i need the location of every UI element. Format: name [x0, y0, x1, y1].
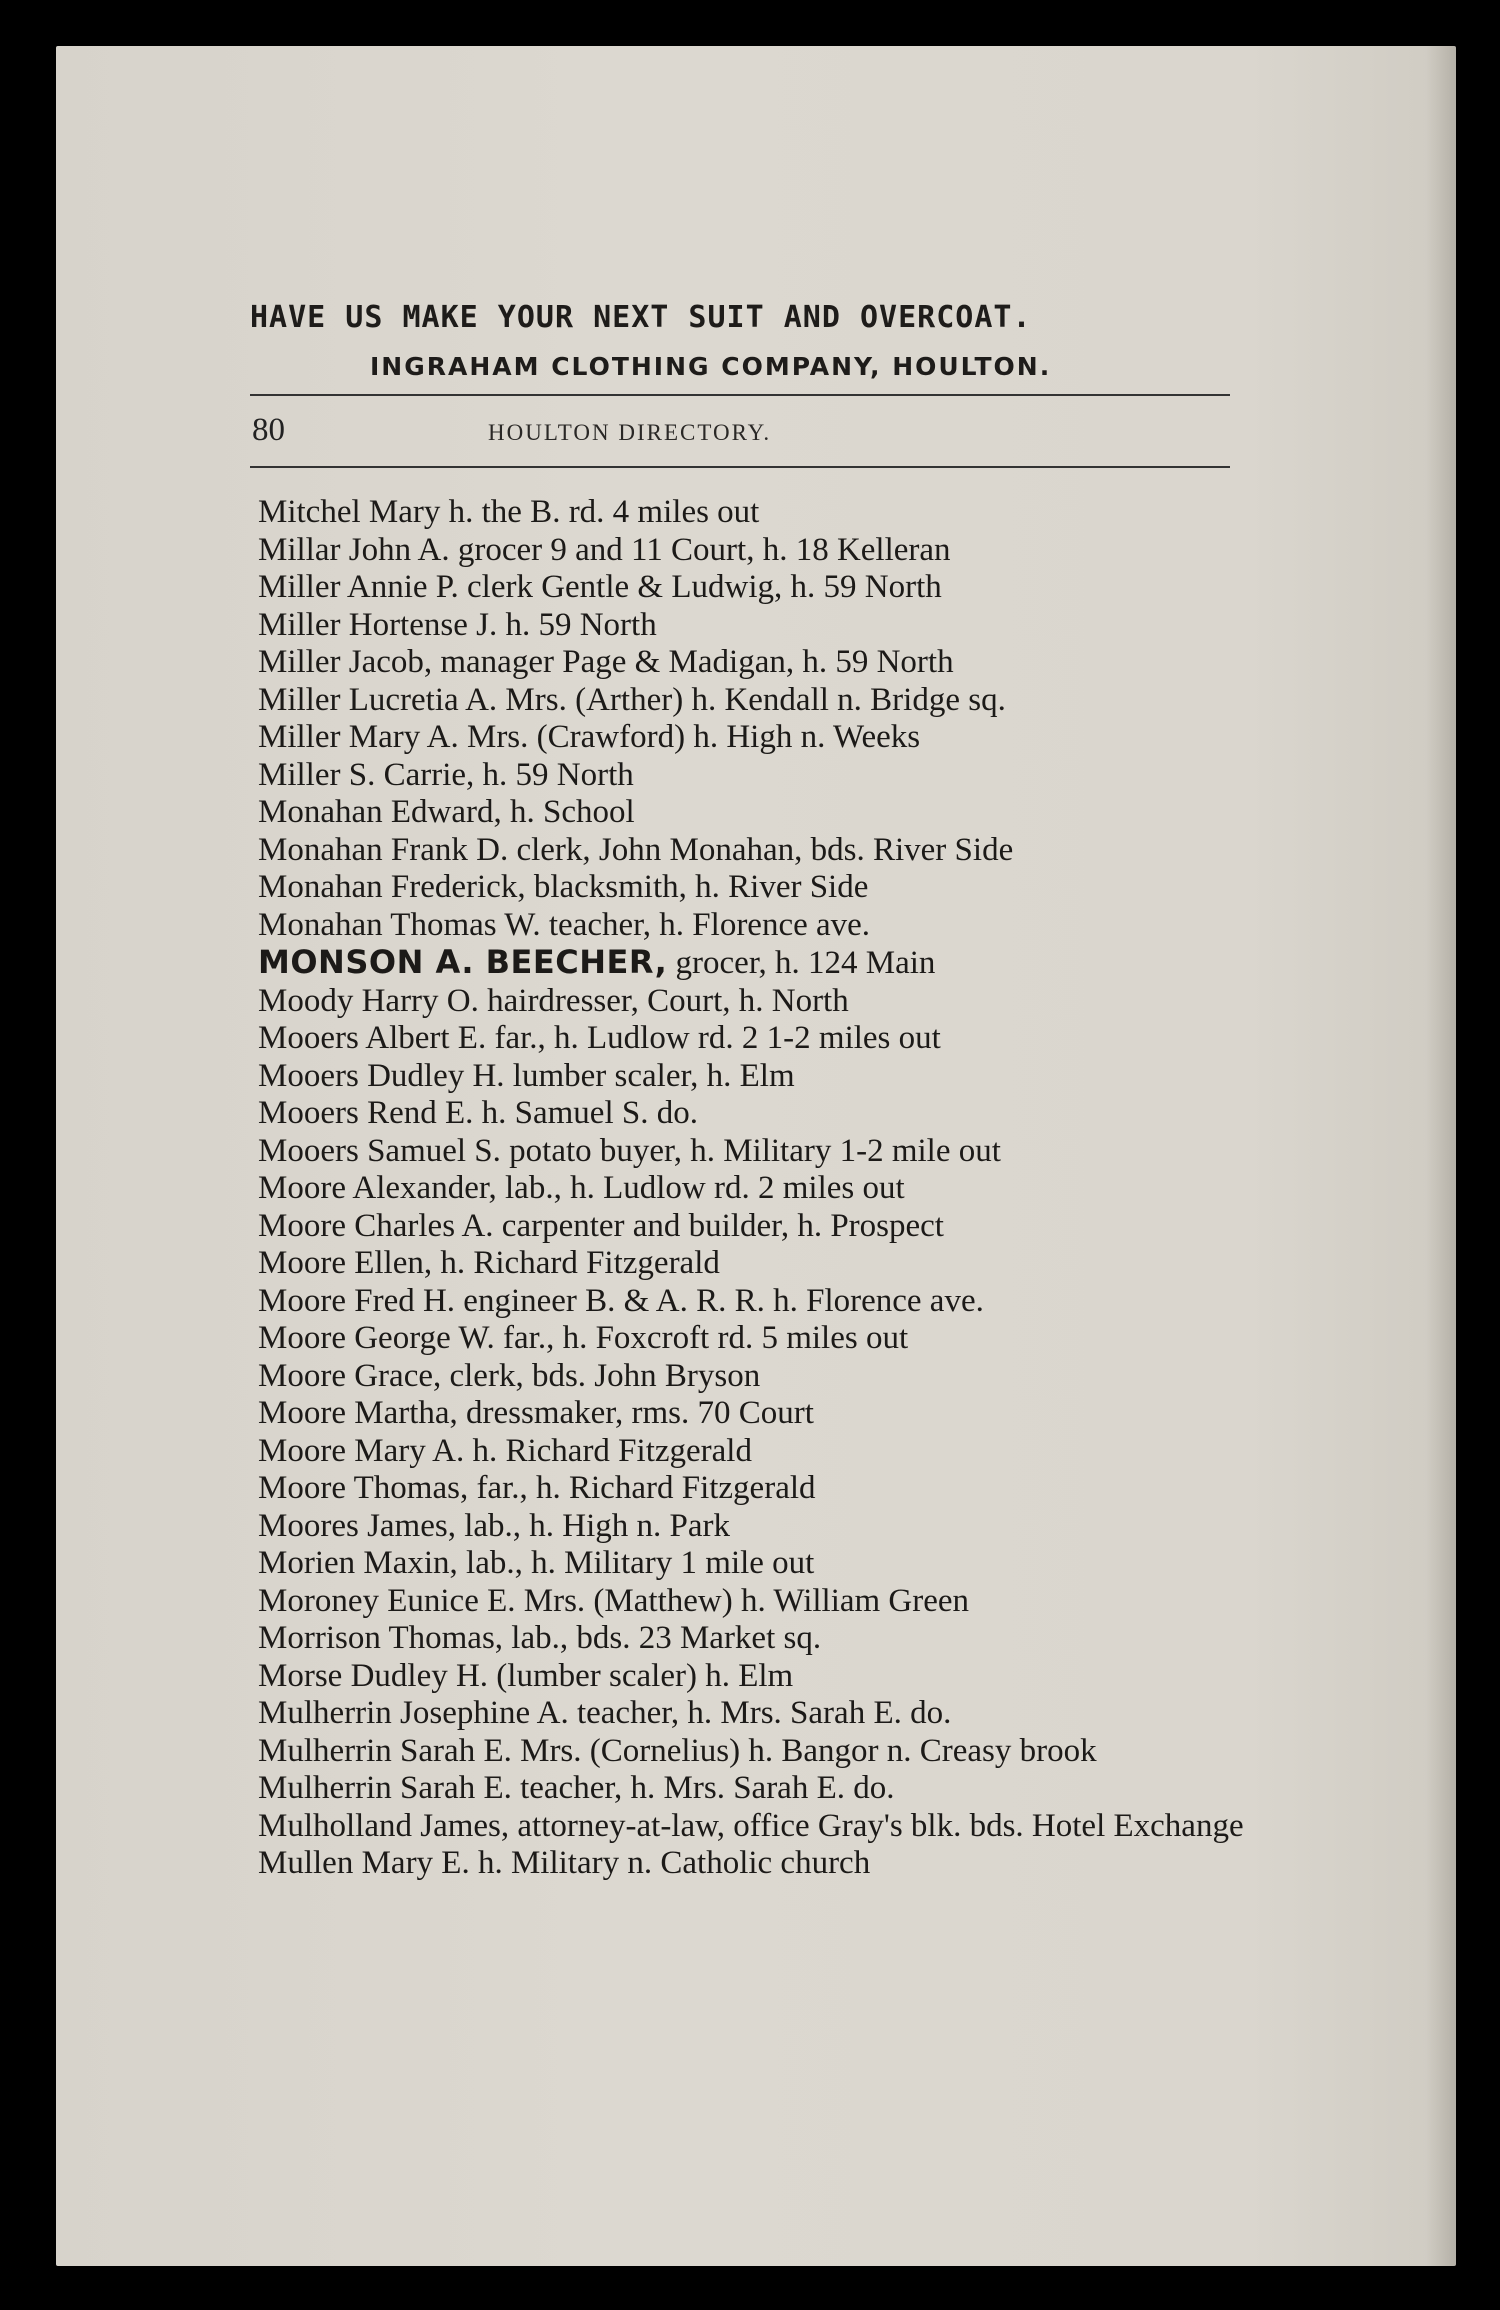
directory-entry: Mooers Albert E. far., h. Ludlow rd. 2 1-2 miles out	[258, 1020, 941, 1056]
directory-entry: Moroney Eunice E. Mrs. (Matthew) h. William Green	[258, 1582, 970, 1619]
directory-entry: Miller Mary A. Mrs. (Crawford) h. High n. Weeks	[258, 719, 921, 755]
directory-entry: Moores James, lab., h. High n. Park	[258, 1507, 731, 1544]
directory-entry: Moore George W. far., h. Foxcroft rd. 5 miles out	[258, 1320, 909, 1356]
header-rule-top	[250, 394, 1230, 396]
directory-entry: Mooers Dudley H. lumber scaler, h. Elm	[258, 1057, 795, 1094]
directory-entry: Moore Martha, dressmaker, rms. 70 Court	[258, 1395, 814, 1431]
directory-entry: Mulherrin Sarah E. teacher, h. Mrs. Sarah E. do.	[258, 1770, 895, 1806]
directory-entry: Moore Grace, clerk, bds. John Bryson	[258, 1357, 761, 1394]
directory-entry: Miller Hortense J. h. 59 North	[258, 606, 657, 643]
advertisement-headline: HAVE US MAKE YOUR NEXT SUIT AND OVERCOAT.	[250, 300, 1032, 335]
directory-entry: Miller Annie P. clerk Gentle & Ludwig, h. 59 North	[258, 569, 942, 605]
directory-entries	[258, 494, 1248, 1883]
page-number: 80	[252, 412, 285, 448]
directory-entry: Moore Thomas, far., h. Richard Fitzgerald	[258, 1470, 816, 1506]
directory-entry: Morse Dudley H. (lumber scaler) h. Elm	[258, 1657, 794, 1694]
directory-entry: Millar John A. grocer 9 and 11 Court, h. 18 Kelleran	[258, 531, 951, 568]
page-edge-shadow	[1426, 46, 1456, 2266]
directory-entry: Monahan Frank D. clerk, John Monahan, bds. River Side	[258, 831, 1014, 868]
directory-entry: Miller Lucretia A. Mrs. (Arther) h. Kendall n. Bridge sq.	[258, 681, 1006, 718]
directory-entry: Moore Alexander, lab., h. Ludlow rd. 2 miles out	[258, 1170, 905, 1206]
directory-entry: Mulherrin Josephine A. teacher, h. Mrs. Sarah E. do.	[258, 1695, 952, 1731]
featured-business-name: MONSON A. BEECHER,	[258, 943, 668, 981]
directory-entry: Moody Harry O. hairdresser, Court, h. North	[258, 982, 849, 1019]
directory-entry: Monahan Edward, h. School	[258, 794, 635, 830]
directory-entry: Moore Fred H. engineer B. & A. R. R. h. Florence ave.	[258, 1282, 984, 1319]
directory-entry: Miller S. Carrie, h. 59 North	[258, 756, 634, 793]
featured-business-details: grocer, h. 124 Main	[675, 945, 936, 981]
header-rule-bottom	[250, 466, 1230, 468]
directory-entry: Moore Mary A. h. Richard Fitzgerald	[258, 1432, 752, 1469]
directory-entry: Mitchel Mary h. the B. rd. 4 miles out	[258, 494, 760, 530]
directory-entry: Mulherrin Sarah E. Mrs. (Cornelius) h. Bangor n. Creasy brook	[258, 1732, 1097, 1769]
directory-entry: Mooers Rend E. h. Samuel S. do.	[258, 1095, 698, 1131]
running-head: HOULTON DIRECTORY.	[488, 420, 772, 445]
directory-entry: Mulholland James, attorney-at-law, office Gray's blk. bds. Hotel Exchange	[258, 1807, 1244, 1844]
directory-entry: Morrison Thomas, lab., bds. 23 Market sq.	[258, 1620, 822, 1656]
advertisement-company: INGRAHAM CLOTHING COMPANY, HOULTON.	[370, 352, 1052, 381]
directory-entry: Miller Jacob, manager Page & Madigan, h. 59 North	[258, 644, 954, 680]
directory-entry: Monahan Thomas W. teacher, h. Florence ave.	[258, 906, 871, 943]
directory-entry: Morien Maxin, lab., h. Military 1 mile out	[258, 1545, 815, 1581]
directory-entry: Mooers Samuel S. potato buyer, h. Military 1-2 mile out	[258, 1132, 1001, 1169]
directory-entry-featured	[258, 944, 1248, 983]
directory-entry: Monahan Frederick, blacksmith, h. River Side	[258, 869, 869, 905]
directory-entry: Moore Ellen, h. Richard Fitzgerald	[258, 1245, 720, 1281]
directory-entry: Mullen Mary E. h. Military n. Catholic church	[258, 1845, 871, 1881]
directory-entry: Moore Charles A. carpenter and builder, h. Prospect	[258, 1207, 944, 1244]
